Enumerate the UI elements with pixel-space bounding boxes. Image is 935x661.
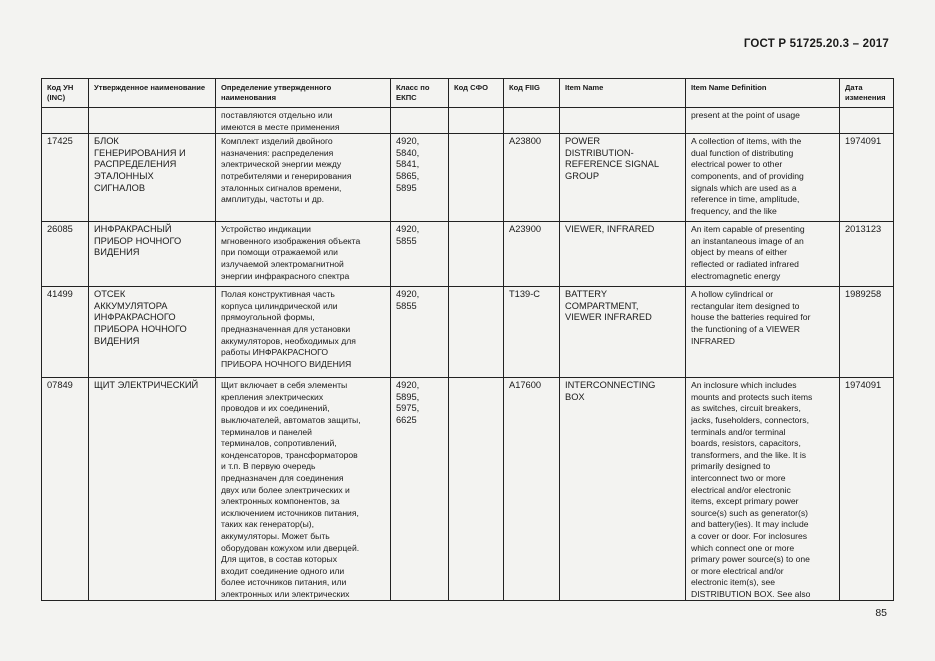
- cell-item-name: VIEWER, INFRARED: [560, 222, 686, 287]
- cell-item-name: POWER DISTRIBUTION- REFERENCE SIGNAL GROUP: [560, 134, 686, 222]
- item-names-table: [41, 78, 894, 601]
- column-header-item-definition: Item Name Definition: [686, 79, 840, 108]
- column-header-class: Класс по ЕКПС: [391, 79, 449, 108]
- cell: [391, 108, 449, 134]
- cell-definition-en: A collection of items, with the dual function of distributing electrical power to other components, and of providing signals which are used as a reference in time, amplitude, frequency, and the like: [686, 134, 840, 222]
- cell-name-ru: ИНФРАКРАСНЫЙ ПРИБОР НОЧНОГО ВИДЕНИЯ: [89, 222, 216, 287]
- column-header-date: Дата изменения: [840, 79, 894, 108]
- cell-name-ru: ОТСЕК АККУМУЛЯТОРА ИНФРАКРАСНОГО ПРИБОРА НОЧНОГО ВИДЕНИЯ: [89, 287, 216, 378]
- cell-item-name: BATTERY COMPARTMENT, VIEWER INFRARED: [560, 287, 686, 378]
- page-number: 85: [875, 607, 887, 619]
- cell-date: 2013123: [840, 222, 894, 287]
- table-header-row: [42, 79, 894, 108]
- cell: [840, 108, 894, 134]
- cell-class: 4920, 5855: [391, 287, 449, 378]
- cell-inc: 26085: [42, 222, 89, 287]
- cell-definition-en: A hollow cylindrical or rectangular item designed to house the batteries required for the functioning of a VIEWER INFRARED: [686, 287, 840, 378]
- cell-sfo: [449, 287, 504, 378]
- cell-sfo: [449, 134, 504, 222]
- cell-name-ru: БЛОК ГЕНЕРИРОВАНИЯ И РАСПРЕДЕЛЕНИЯ ЭТАЛОННЫХ СИГНАЛОВ: [89, 134, 216, 222]
- column-header-item-name: Item Name: [560, 79, 686, 108]
- cell-item-name: INTERCONNECTING BOX: [560, 378, 686, 601]
- cell-definition-en: present at the point of usage: [686, 108, 840, 134]
- cell-definition-ru: поставляются отдельно или имеются в месте применения: [216, 108, 391, 134]
- column-header-inc: Код УН (INC): [42, 79, 89, 108]
- column-header-sfo: Код СФО: [449, 79, 504, 108]
- cell-fiig: A17600: [504, 378, 560, 601]
- cell-class: 4920, 5895, 5975, 6625: [391, 378, 449, 601]
- cell-inc: 17425: [42, 134, 89, 222]
- cell-definition-ru: Полая конструктивная часть корпуса цилиндрической или прямоугольной формы, предназначенная для установки аккумуляторов, необходимых для работы ИНФРАКРАСНОГО ПРИБОРА НОЧНОГО ВИДЕНИЯ: [216, 287, 391, 378]
- cell-sfo: [449, 222, 504, 287]
- table-row: [42, 222, 894, 287]
- column-header-name-ru: Утвержденное наименование: [89, 79, 216, 108]
- cell-definition-en: An item capable of presenting an instantaneous image of an object by means of either reflected or radiated infrared electromagnetic energy: [686, 222, 840, 287]
- cell-definition-ru: Щит включает в себя элементы крепления электрических проводов и их соединений, выключателей, автоматов защиты, терминалов и панелей терминалов, сопротивлений, конденсаторов, трансформаторов и т.п. В первую очередь предназначен для соединения двух или более электрических и электронных компонентов, за исключением источников питания, таких как генератор(ы), аккумуляторы. Может быть оборудован кожухом или дверцей. Для щитов, в состав которых входит соединение одного или более источников питания, или электронных или электрических: [216, 378, 391, 601]
- cell-class: 4920, 5840, 5841, 5865, 5895: [391, 134, 449, 222]
- cell-inc: 41499: [42, 287, 89, 378]
- cell: [560, 108, 686, 134]
- cell-sfo: [449, 378, 504, 601]
- cell-date: 1989258: [840, 287, 894, 378]
- table-row: [42, 134, 894, 222]
- table-row-continuation: [42, 108, 894, 134]
- table-row: [42, 378, 894, 601]
- cell-fiig: A23800: [504, 134, 560, 222]
- cell-class: 4920, 5855: [391, 222, 449, 287]
- cell-date: 1974091: [840, 378, 894, 601]
- cell-fiig: T139-C: [504, 287, 560, 378]
- column-header-definition-ru: Определение утвержденного наименования: [216, 79, 391, 108]
- column-header-fiig: Код FIIG: [504, 79, 560, 108]
- cell-definition-en: An inclosure which includes mounts and protects such items as switches, circuit breakers, jacks, fuseholders, connectors, terminals and/or terminal boards, resistors, capacitors, transformers, and the like. It is primarily designed to interconnect two or more electrical and/or electronic items, except primary power source(s) such as generator(s) and battery(ies). It may include a cover or door. For inclosures which connect one or more primary power source(s) to one or more electrical and/or electronic item(s), see DISTRIBUTION BOX. See also: [686, 378, 840, 601]
- cell: [89, 108, 216, 134]
- table-row: [42, 287, 894, 378]
- cell-date: 1974091: [840, 134, 894, 222]
- document-code: ГОСТ Р 51725.20.3 – 2017: [743, 38, 889, 50]
- cell: [449, 108, 504, 134]
- cell: [42, 108, 89, 134]
- cell-inc: 07849: [42, 378, 89, 601]
- cell: [504, 108, 560, 134]
- cell-definition-ru: Комплект изделий двойного назначения: распределения электрической энергии между потребителями и генерирования эталонных сигналов времени, амплитуды, частоты и др.: [216, 134, 391, 222]
- cell-name-ru: ЩИТ ЭЛЕКТРИЧЕСКИЙ: [89, 378, 216, 601]
- cell-definition-ru: Устройство индикации мгновенного изображения объекта при помощи отражаемой или излучаемой электромагнитной энергии инфракрасного спектра: [216, 222, 391, 287]
- cell-fiig: A23900: [504, 222, 560, 287]
